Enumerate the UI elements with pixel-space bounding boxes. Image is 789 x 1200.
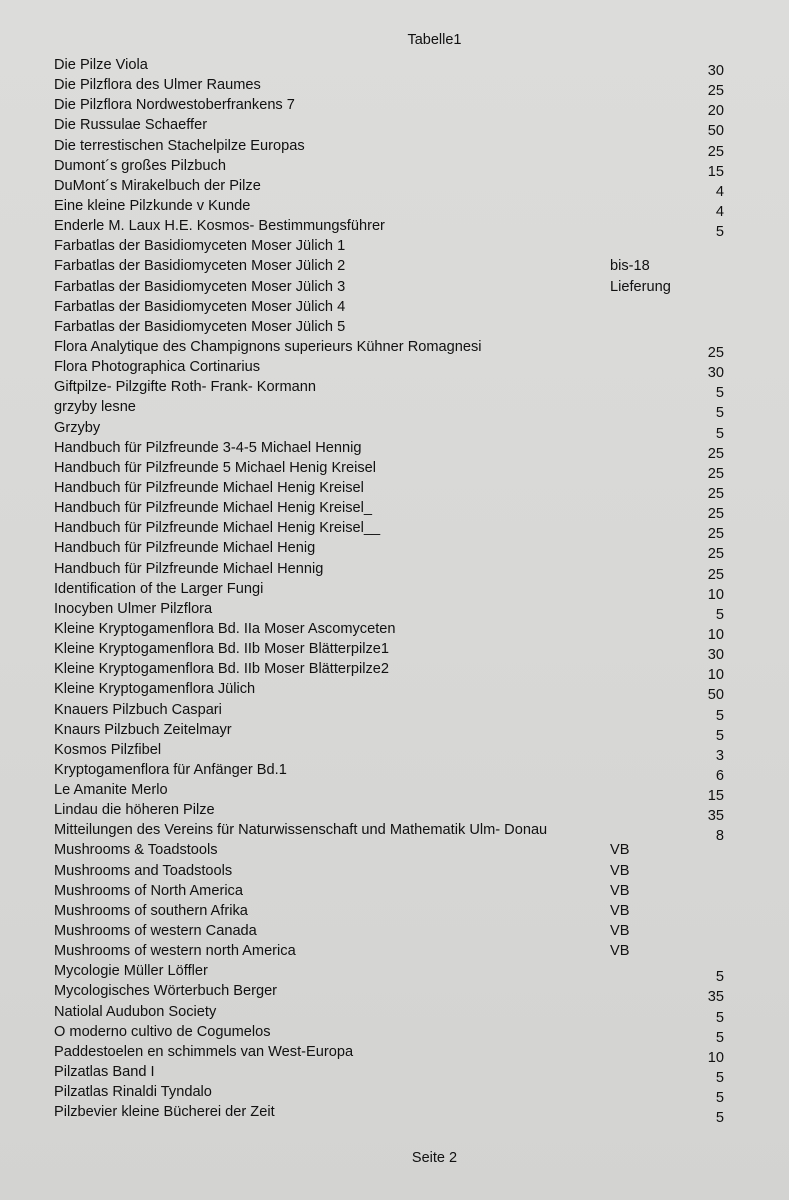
- table-row: [54, 619, 734, 643]
- row-price: 5: [715, 727, 724, 744]
- row-price: 5: [715, 1009, 724, 1026]
- table-row: [54, 538, 734, 563]
- table-row: [54, 136, 734, 160]
- table-row: [54, 95, 734, 120]
- table-row: [54, 1002, 734, 1026]
- book-title: Kleine Kryptogamenflora Bd. IIb Moser Blätterpilze1: [54, 641, 390, 658]
- table-row: [54, 55, 734, 79]
- book-title: Eine kleine Pilzkunde v Kunde: [54, 197, 251, 214]
- book-title: Mitteilungen des Vereins für Naturwissenschaft und Mathematik Ulm- Donau: [54, 822, 548, 839]
- table-row: [54, 579, 734, 603]
- book-title: Grzyby: [54, 419, 101, 436]
- row-price: 5: [715, 969, 724, 986]
- table-row: [54, 840, 734, 860]
- book-title: Die Pilzflora Nordwestoberfrankens 7: [54, 97, 295, 114]
- book-title: Handbuch für Pilzfreunde 5 Michael Henig Kreisel: [54, 459, 377, 476]
- table-row: [54, 559, 734, 583]
- table-row: [54, 961, 734, 986]
- book-title: Mushrooms of western north America: [54, 943, 296, 960]
- book-title: Handbuch für Pilzfreunde 3-4-5 Michael Hennig: [54, 439, 362, 456]
- book-title: Pilzatlas Band I: [54, 1064, 155, 1081]
- book-title: Die Pilze Viola: [54, 57, 148, 73]
- table-row: [54, 780, 734, 805]
- book-title: Kosmos Pilzfibel: [54, 741, 162, 758]
- table-row: [54, 176, 734, 200]
- book-title: grzyby lesne: [54, 399, 136, 416]
- table-row: [54, 277, 734, 297]
- table-row: [54, 418, 734, 442]
- book-title: Handbuch für Pilzfreunde Michael Henig Kreisel__: [54, 520, 381, 537]
- table-row: [54, 458, 734, 482]
- row-note: VB: [610, 923, 630, 940]
- row-price: 4: [715, 183, 724, 200]
- row-price: 10: [707, 1049, 724, 1066]
- table-row: [54, 317, 734, 337]
- table-row: [54, 700, 734, 724]
- table-row: [54, 981, 734, 1006]
- row-price: 5: [715, 707, 724, 724]
- row-note: VB: [610, 882, 630, 899]
- table-row: [54, 1062, 734, 1087]
- table-row: [54, 75, 734, 100]
- book-title: Die Russulae Schaeffer: [54, 117, 208, 134]
- table-row: [54, 861, 734, 881]
- book-title: Giftpilze- Pilzgifte Roth- Frank- Kormann: [54, 379, 316, 396]
- table-row: [54, 1042, 734, 1066]
- book-title: Handbuch für Pilzfreunde Michael Henig Kreisel_: [54, 500, 372, 517]
- row-price: 20: [707, 103, 724, 120]
- book-title: Lindau die höheren Pilze: [54, 802, 215, 819]
- table-row: [54, 679, 734, 704]
- book-title: Farbatlas der Basidiomyceten Moser Jülich 1: [54, 238, 346, 255]
- book-title: Handbuch für Pilzfreunde Michael Henig Kreisel: [54, 479, 364, 496]
- row-price: 35: [707, 808, 724, 825]
- row-price: 6: [715, 767, 724, 784]
- table-row: [54, 901, 734, 921]
- book-title: Mushrooms and Toadstools: [54, 862, 233, 879]
- book-title: Mycologisches Wörterbuch Berger: [54, 983, 278, 1000]
- row-price: 8: [715, 828, 724, 845]
- table-row: [54, 115, 734, 140]
- row-price: 25: [707, 546, 724, 563]
- table-row: [54, 438, 734, 462]
- book-title: Kleine Kryptogamenflora Bd. IIb Moser Blätterpilze2: [54, 661, 390, 678]
- table-row: [54, 639, 734, 664]
- row-price: 5: [715, 1090, 724, 1107]
- book-title: Farbatlas der Basidiomyceten Moser Jülich 4: [54, 298, 346, 315]
- table-row: [54, 760, 734, 784]
- row-note: Lieferung: [610, 278, 671, 295]
- row-price: 25: [707, 83, 724, 100]
- table-row: [54, 256, 734, 276]
- row-price: 5: [715, 1070, 724, 1087]
- table-row: [54, 921, 734, 941]
- row-price: 25: [707, 566, 724, 583]
- book-title: Farbatlas der Basidiomyceten Moser Jülich 3: [54, 278, 346, 295]
- row-price: 25: [707, 143, 724, 160]
- book-title: Flora Photographica Cortinarius: [54, 359, 261, 376]
- row-price: 5: [715, 1110, 724, 1127]
- book-title: Knaurs Pilzbuch Zeitelmayr: [54, 721, 232, 738]
- book-title: Kleine Kryptogamenflora Jülich: [54, 681, 256, 698]
- table-row: [54, 357, 734, 382]
- book-title: Paddestoelen en schimmels van West-Europa: [54, 1043, 354, 1060]
- row-price: 15: [707, 788, 724, 805]
- table-row: [54, 941, 734, 961]
- table-row: [54, 1022, 734, 1046]
- row-price: 30: [707, 647, 724, 664]
- table-row: [54, 881, 734, 901]
- table-row: [54, 820, 734, 845]
- row-price: 25: [707, 445, 724, 462]
- row-price: 35: [707, 989, 724, 1006]
- row-note: VB: [610, 902, 630, 919]
- book-title: Le Amanite Merlo: [54, 782, 168, 799]
- row-price: 30: [707, 63, 724, 79]
- table-row: [54, 498, 734, 523]
- table-row: [54, 1102, 734, 1127]
- row-note: bis-18: [610, 258, 650, 275]
- book-title: Die terrestischen Stachelpilze Europas: [54, 137, 305, 154]
- table-row: [54, 478, 734, 502]
- book-title: Handbuch für Pilzfreunde Michael Henig: [54, 540, 316, 557]
- table-row: [54, 297, 734, 317]
- book-title: Identification of the Larger Fungi: [54, 580, 264, 597]
- row-price: 5: [715, 405, 724, 422]
- table-row: [54, 800, 734, 825]
- book-title: DuMont´s Mirakelbuch der Pilze: [54, 177, 261, 194]
- table-row: [54, 740, 734, 764]
- row-price: 25: [707, 485, 724, 502]
- page-number: Seite 2: [411, 1150, 458, 1166]
- table-row: [54, 599, 734, 623]
- book-title: Die Pilzflora des Ulmer Raumes: [54, 77, 261, 94]
- table-row: [54, 236, 734, 256]
- row-price: 5: [715, 606, 724, 623]
- row-price: 25: [707, 526, 724, 543]
- book-title: Kleine Kryptogamenflora Bd. IIa Moser Ascomyceten: [54, 620, 396, 637]
- row-price: 50: [707, 123, 724, 140]
- row-note: VB: [610, 862, 630, 879]
- row-price: 4: [715, 203, 724, 220]
- table-row: [54, 196, 734, 220]
- book-title: Farbatlas der Basidiomyceten Moser Jülich 2: [54, 258, 346, 275]
- row-price: 15: [707, 163, 724, 180]
- book-title: Mycologie Müller Löffler: [54, 963, 208, 980]
- row-price: 30: [707, 365, 724, 382]
- row-price: 5: [715, 425, 724, 442]
- book-title: O moderno cultivo de Cogumelos: [54, 1023, 271, 1040]
- book-title: Pilzatlas Rinaldi Tyndalo: [54, 1084, 212, 1101]
- row-price: 5: [715, 385, 724, 402]
- table-row: [54, 156, 734, 180]
- book-list: [54, 55, 734, 1127]
- table-row: [54, 337, 734, 361]
- sheet-title: Tabelle1: [407, 32, 462, 48]
- book-title: Dumont´s großes Pilzbuch: [54, 157, 226, 174]
- table-row: [54, 1082, 734, 1107]
- table-row: [54, 377, 734, 402]
- row-note: VB: [610, 842, 630, 859]
- book-title: Mushrooms of North America: [54, 882, 243, 899]
- book-title: Enderle M. Laux H.E. Kosmos- Bestimmungsführer: [54, 218, 385, 235]
- book-title: Pilzbevier kleine Bücherei der Zeit: [54, 1104, 275, 1121]
- row-price: 5: [715, 224, 724, 241]
- row-price: 25: [707, 506, 724, 523]
- book-title: Natiolal Audubon Society: [54, 1003, 217, 1020]
- book-title: Mushrooms & Toadstools: [54, 842, 218, 859]
- book-title: Kryptogamenflora für Anfänger Bd.1: [54, 761, 287, 778]
- row-price: 10: [707, 586, 724, 603]
- book-title: Handbuch für Pilzfreunde Michael Hennig: [54, 560, 324, 577]
- table-row: [54, 659, 734, 684]
- row-price: 10: [707, 626, 724, 643]
- row-price: 50: [707, 687, 724, 704]
- row-price: 5: [715, 1029, 724, 1046]
- book-title: Mushrooms of western Canada: [54, 923, 257, 940]
- row-price: 3: [715, 747, 724, 764]
- table-row: [54, 397, 734, 422]
- row-note: VB: [610, 943, 630, 960]
- book-title: Knauers Pilzbuch Caspari: [54, 701, 222, 718]
- row-price: 10: [707, 667, 724, 684]
- table-row: [54, 518, 734, 543]
- table-row: [54, 216, 734, 241]
- book-title: Flora Analytique des Champignons superieurs Kühner Romagnesi: [54, 338, 482, 355]
- row-price: 25: [707, 344, 724, 361]
- book-title: Mushrooms of southern Afrika: [54, 902, 248, 919]
- book-title: Farbatlas der Basidiomyceten Moser Jülich 5: [54, 318, 346, 335]
- book-title: Inocyben Ulmer Pilzflora: [54, 600, 213, 617]
- table-row: [54, 720, 734, 744]
- row-price: 25: [707, 465, 724, 482]
